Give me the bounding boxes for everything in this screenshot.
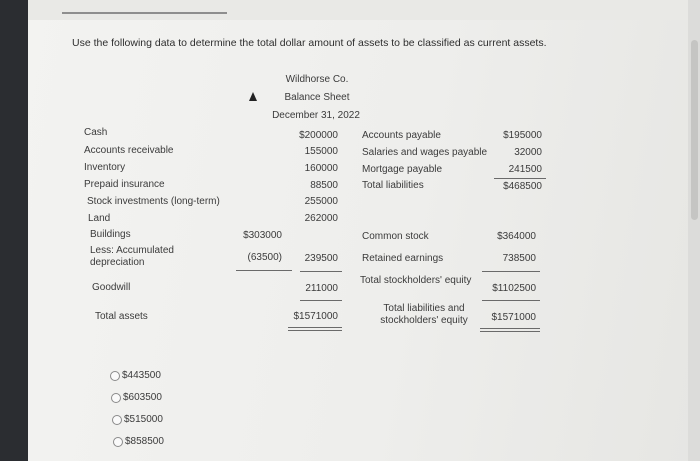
buildings-value: $303000 <box>243 230 282 241</box>
asset-value: 211000 <box>305 283 338 294</box>
option-label: $515000 <box>124 414 163 425</box>
answer-option[interactable] <box>109 390 199 406</box>
depreciation-value: (63500) <box>247 252 282 263</box>
double-underline <box>480 331 540 332</box>
total-assets-value: $1571000 <box>293 311 338 322</box>
equity-label: Total stockholders' equity <box>360 275 472 286</box>
liability-value: 241500 <box>508 164 542 175</box>
underline <box>482 271 540 272</box>
asset-label: Buildings <box>90 229 131 240</box>
asset-value: 88500 <box>310 180 338 191</box>
answer-option[interactable] <box>108 368 198 384</box>
liability-value: 32000 <box>514 147 542 158</box>
header-line <box>62 12 227 14</box>
equity-value: 738500 <box>502 253 536 264</box>
top-bar <box>28 0 700 20</box>
liability-label: Accounts payable <box>362 130 441 141</box>
underline <box>494 178 546 179</box>
asset-value: $200000 <box>299 130 338 141</box>
liability-value: $195000 <box>503 130 542 141</box>
radio-button[interactable] <box>113 437 123 447</box>
equity-value: $364000 <box>497 231 536 242</box>
asset-value: 255000 <box>304 196 338 207</box>
equity-label: Total liabilities and stockholders' equity <box>380 303 468 326</box>
equity-label: Common stock <box>362 231 429 242</box>
liability-label: Mortgage payable <box>362 164 443 175</box>
asset-label: Stock investments (long-term) <box>87 196 220 207</box>
radio-button[interactable] <box>112 415 122 425</box>
asset-label: Total assets <box>95 311 148 322</box>
option-label: $858500 <box>125 436 164 447</box>
asset-value: 262000 <box>304 213 338 224</box>
asset-label: Accounts receivable <box>84 145 174 156</box>
underline <box>300 300 342 301</box>
mouse-cursor-icon <box>249 92 257 101</box>
statement-date: December 31, 2022 <box>272 110 360 121</box>
underline <box>300 271 342 272</box>
asset-label: Less: Accumulated depreciation <box>90 245 174 268</box>
total-liabilities-equity-value: $1571000 <box>491 312 536 323</box>
company-name: Wildhorse Co. <box>285 74 349 85</box>
underline <box>236 270 292 271</box>
liability-label: Salaries and wages payable <box>362 147 488 158</box>
double-underline <box>288 330 342 331</box>
scrollbar[interactable] <box>688 0 700 461</box>
underline <box>482 300 540 301</box>
equity-label: Retained earnings <box>362 253 444 264</box>
statement-name: Balance Sheet <box>284 92 350 103</box>
scrollbar-thumb[interactable] <box>691 40 698 220</box>
double-underline <box>480 328 540 329</box>
asset-label: Cash <box>84 127 108 138</box>
option-label: $603500 <box>123 392 162 403</box>
question-text: Use the following data to determine the total dollar amount of assets to be classified as current assets. <box>72 37 547 49</box>
equity-value: $1102500 <box>492 283 536 294</box>
liability-label: Total liabilities <box>362 180 424 191</box>
radio-button[interactable] <box>110 371 120 381</box>
answer-option[interactable] <box>111 434 201 450</box>
asset-value: 239500 <box>304 253 338 264</box>
option-label: $443500 <box>122 370 161 381</box>
asset-label: Goodwill <box>92 282 131 293</box>
radio-button[interactable] <box>111 393 121 403</box>
asset-label: Land <box>88 213 111 224</box>
double-underline <box>288 327 342 328</box>
asset-label: Prepaid insurance <box>84 179 165 190</box>
total-liabilities-value: $468500 <box>503 181 542 192</box>
answer-option[interactable] <box>110 412 200 428</box>
asset-value: 160000 <box>304 163 338 174</box>
asset-label: Inventory <box>84 162 126 173</box>
asset-value: 155000 <box>304 146 338 157</box>
